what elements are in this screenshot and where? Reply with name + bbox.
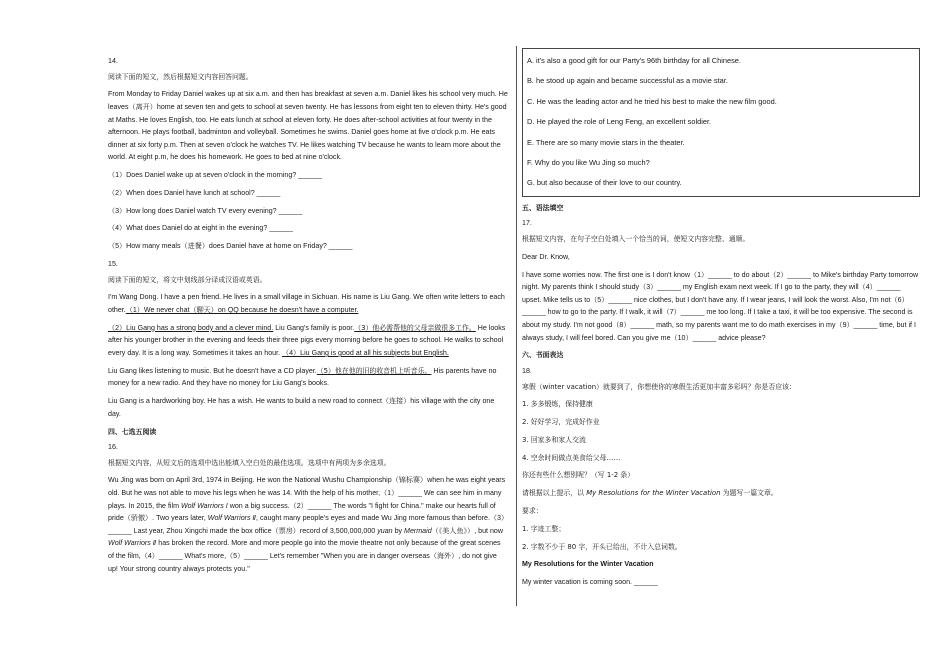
q15-paragraph-2 <box>108 322 508 360</box>
q18-more: 你还有些什么想别呢？（写 1-2 条） <box>522 471 635 480</box>
q15-text: His parents have no money for a new radio. And they have no money for Liu Gang's books. <box>108 366 497 388</box>
q18-text: 为题写一篇文章。 <box>720 489 778 498</box>
essay-title-ref: My Resolutions for the Winter Vacation <box>586 489 721 498</box>
q18-item: 1. 多多锻炼，保持健康 <box>522 400 593 409</box>
q14-question: （1）Does Daniel wake up at seven o'clock in the morning? ______ <box>108 171 322 180</box>
q17-passage: I have some worries now. The first one is I don't know（1）______ to do about（2）______ to Mike's birthday Party tomorrow night. My parents think I should study（3）______ my English exam next week. If I go to the party, they will（4）______ upset. Mike tells us to（5）______ nice clothes, but I don't have any. If I wear jeans, I will look the worst. Also, I'm not（6）______ how to go to the party. If I walk, it will（7）______ me too long. If I take a taxi, it will be too expensive. The second is about my study. I'm not good（8）______ math, so my parents want me to do math exercises in my（9）______ time, but if I always study, I will feel bored. Can you give me（10）______ advice please? <box>522 270 919 342</box>
q18-requirement: 1. 字迹工整； <box>522 524 566 533</box>
q15-underlined-2: （2）Liu Gang has a strong body and a clever mind. <box>108 323 274 332</box>
q18-text: 请根据以上提示，以 <box>522 489 587 498</box>
q14-instruction: 阅读下面的短文，然后根据短文内容回答问题。 <box>108 72 253 81</box>
q14-question: （3）How long does Daniel watch TV every evening? ______ <box>108 206 303 215</box>
q18-requirements-label: 要求： <box>522 507 543 515</box>
q16-options-box <box>522 48 920 197</box>
q18-prompt: 寒假（winter vacation）就要到了，你想使你的寒假生活更加丰富多彩吗？你是否应该： <box>522 382 796 391</box>
q16-option: A. it's also a good gift for our Party's 96th birthday for all Chinese. <box>527 56 741 65</box>
q15-paragraph-4: Liu Gang is a hardworking boy. He has a wish. He wants to build a new road to connect（连接）his village with the city one day. <box>108 397 495 418</box>
q14-question: （2）When does Daniel have lunch at school? ______ <box>108 188 281 197</box>
currency-word: yuan <box>377 526 393 535</box>
q16-option: E. There are so many movie stars in the theater. <box>527 137 685 147</box>
q16-text: （《美人鱼》）, but now <box>431 526 503 535</box>
q14-passage: From Monday to Friday Daniel wakes up at six a.m. and then has breakfast at seven a.m. Daniel likes his school very much. He leaves（离开）home at seven ten and gets to school at seven twenty. He has lessons from eight ten to eleven thirty. He's good at Maths. He loves English, too. He eats lunch at school at eleven forty. He does after-school activities at four twenty in the afternoon. He plays football, badminton and volleyball. Sometimes he swims. Daniel goes home at five o'clock p.m. He eats dinner at six forty p.m. Then at seven o'clock he watches TV. He likes watching TV because he wants to learn more about the world. At eight p.m, he does his homework. He goes to bed at nine o'clock. <box>108 90 508 162</box>
q15-number: 15. <box>108 260 118 269</box>
q16-text: Wu Jing was born on April 3rd, 1974 in Beijing. He won the National Wushu Championship（锦标赛）when he was eight years old. But he was not able to move his legs when he was 14. With the help of his mother,（1）______ We can see him in many plays. In 2015, the film <box>108 476 506 510</box>
film-title: Wolf Warriors I <box>180 501 228 510</box>
section-4-title: 四、七选五阅读 <box>108 427 157 436</box>
column-divider <box>516 46 517 606</box>
q14-number: 14. <box>108 57 118 65</box>
q17-number: 17. <box>522 219 532 228</box>
q16-text: won a big success.（2）______ The words "I fight for China." make our hearts full of pride（骄傲）. Two years later, <box>108 501 496 523</box>
section-5-title: 五、语法填空 <box>522 203 564 212</box>
film-title: Wolf Warriors Ⅱ <box>207 514 257 523</box>
q14-question: （5）How many meals（进餐）does Daniel have at home on Friday? ______ <box>108 242 353 251</box>
left-column <box>108 52 508 580</box>
q15-underlined-3: （3）他必需帮他的父母亲做很多工作。 <box>354 323 476 332</box>
q15-text: He looks after his younger brother in the evening and feeds their three pigs every morning before he goes to school. He walks to school every day. It is a long way. Sometimes it takes an hour. <box>108 323 506 357</box>
q16-passage <box>108 474 508 575</box>
q16-option: D. He played the role of Leng Feng, an excellent soldier. <box>527 117 712 127</box>
essay-title: My Resolutions for the Winter Vacation <box>522 560 654 569</box>
q15-underlined-1: （1）We never chat（聊天）on QQ because he doesn't have a computer. <box>125 306 359 314</box>
section-6-title: 六、书面表达 <box>522 351 564 360</box>
q16-instruction: 根据短文内容，从短文后的选项中选出能填入空白处的最佳选项。选项中有两项为多余选项。 <box>108 458 391 467</box>
film-title: Mermaid <box>404 526 432 535</box>
q17-instruction: 根据短文内容，在句子空白处填入一个恰当的词，使短文内容完整、通顺。 <box>522 235 750 244</box>
q18-item: 4. 空余时间做点美食给父母…… <box>522 453 621 462</box>
q15-underlined-5: （5）他在他的旧的收音机上听音乐。 <box>316 366 432 375</box>
q15-instruction: 阅读下面的短文，将文中划线部分译成汉语或英语。 <box>108 275 267 284</box>
q17-greeting: Dear Dr. Know, <box>522 252 570 261</box>
q15-text: I'm Wang Dong. I have a pen friend. He lives in a small village in Sichuan. His name is Liu Gang. We often write letters to each other. <box>108 293 505 314</box>
q18-requirement: 2. 字数不少于 80 字，开头已给出，不计入总词数。 <box>522 542 682 551</box>
q16-option: F. Why do you like Wu Jing so much? <box>527 158 650 168</box>
essay-start: My winter vacation is coming soon. ______ <box>522 578 658 587</box>
q18-number: 18. <box>522 366 532 375</box>
q14-question: （4）What does Daniel do at eight in the evening? ______ <box>108 224 293 233</box>
q16-number: 16. <box>108 443 118 452</box>
q18-item: 3. 回家多和家人交流 <box>522 435 586 444</box>
q15-underlined-4: （4）Liu Gang is good at all his subjects but English. <box>282 348 449 357</box>
q16-text: by <box>392 526 405 535</box>
right-column <box>522 48 920 594</box>
q18-item: 2. 好好学习，完成好作业 <box>522 418 600 427</box>
q15-paragraph-3 <box>108 365 508 390</box>
q16-option: B. he stood up again and became successful as a movie star. <box>527 76 728 86</box>
film-title: Wolf Warriors Ⅱ <box>108 539 157 548</box>
q15-text: Liu Gang likes listening to music. But he doesn't have a CD player. <box>108 366 317 375</box>
q15-text: Liu Gang's family is poor. <box>273 323 355 332</box>
q16-text: has broken the record. More and more people go into the movie theatre not only because of the great scenes of the film,（4）______ What's more,（5）______ Let's remember "When you are in danger overseas（海外）, do not give up! Your strong country always protects you." <box>108 539 501 573</box>
q16-text: , caught many people's eyes and made Wu Jing more famous than before.（3）______ Last year, Zhou Xingchi made the box office（票房）record of 3,500,000,000 <box>108 514 505 535</box>
q18-task <box>522 487 920 500</box>
q15-paragraph-1 <box>108 291 508 316</box>
q16-option: G. but also because of their love to our country. <box>527 178 682 188</box>
q16-option: C. He was the leading actor and he tried his best to make the new film good. <box>527 96 777 106</box>
